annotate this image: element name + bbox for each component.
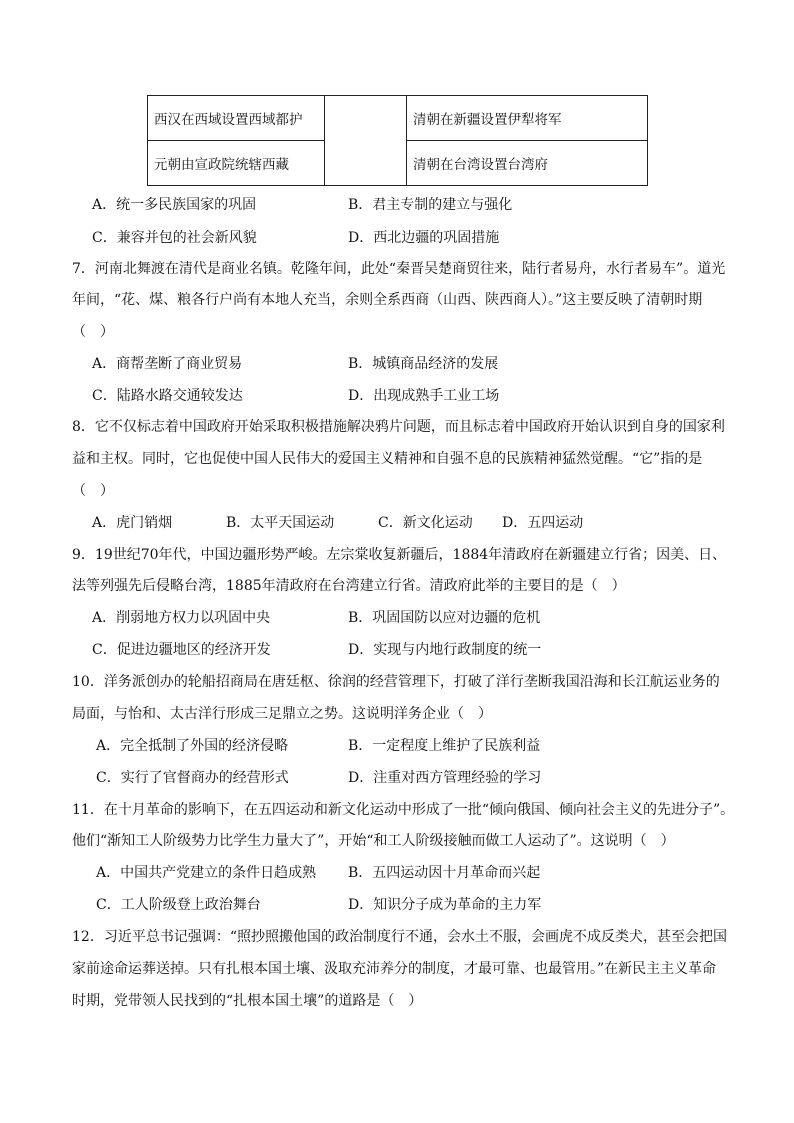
q9-option-d: D．实现与内地行政制度的统一 <box>348 642 542 658</box>
q12-stem-line: 家前途命运葬送掉。只有扎根本国土壤、汲取充沛养分的制度，才最可靠、也最管用。”在新民主主义革命 <box>72 961 717 977</box>
q8-option-c: C．新文化运动 <box>378 515 473 531</box>
q7-option-d: D．出现成熟手工业工场 <box>348 388 500 404</box>
q7-stem-line: 年间，“花、煤、粮各行户尚有本地人充当，余则全系西商（山西、陕西商人）。”这主要反映了清朝时期 <box>72 292 703 308</box>
table-cell: 元朝由宣政院统辖西藏 <box>148 141 325 186</box>
q6-option-a: A．统一多民族国家的巩固 <box>92 197 257 213</box>
q7-option-a: A．商帮垄断了商业贸易 <box>92 356 243 372</box>
q6-option-c: C．兼容并包的社会新风貌 <box>92 230 257 246</box>
q11-stem-line: 11．在十月革命的影响下，在五四运动和新文化运动中形成了一批“倾向俄国、倾向社会主义的先进分子”。 <box>72 802 735 818</box>
q10-option-c: C．实行了官督商办的经营形式 <box>96 770 289 786</box>
q12-stem-line: 12．习近平总书记强调：“照抄照搬他国的政治制度行不通，会水土不服，会画虎不成反类犬，甚至会把国 <box>72 929 727 945</box>
q8-option-b: B．太平天国运动 <box>226 515 335 531</box>
table-cell-empty <box>325 96 407 186</box>
q10-stem-line: 局面，与怡和、太古洋行形成三足鼎立之势。这说明洋务企业（ ） <box>72 706 492 722</box>
q10-stem-line: 10．洋务派创办的轮船招商局在唐廷枢、徐润的经营管理下，打破了洋行垄断我国沿海和长江航运业务的 <box>72 674 720 690</box>
q9-stem-line: 法等列强先后侵略台湾，1885年清政府在台湾建立行省。清政府此举的主要目的是（ ） <box>72 578 626 594</box>
q8-stem-line: 益和主权。同时，它也促使中国人民伟大的爱国主义精神和自强不息的民族精神猛然觉醒。“它”指的是 <box>72 451 703 467</box>
table-cell: 清朝在台湾设置台湾府 <box>407 141 648 186</box>
table-cell: 西汉在西域设置西域都护 <box>148 96 325 141</box>
q7-stem-line: 7．河南北舞渡在清代是商业名镇。乾隆年间，此处“秦晋吴楚商贸往来，陆行者易舟，水行者易车”。道光 <box>72 261 726 277</box>
q11-option-b: B．五四运动因十月革命而兴起 <box>348 865 541 881</box>
q11-stem-line: 他们“渐知工人阶级势力比学生力量大了”，开始“和工人阶级接触而做工人运动了”。这说明（ ） <box>72 833 675 849</box>
q10-option-b: B．一定程度上维护了民族利益 <box>348 738 541 754</box>
q12-stem-line: 时期，党带领人民找到的“扎根本国土壤”的道路是（ ） <box>72 993 423 1009</box>
q8-answer-blank: （ ） <box>72 483 114 499</box>
q10-option-d: D．注重对西方管理经验的学习 <box>348 770 542 786</box>
q7-option-b: B．城镇商品经济的发展 <box>348 356 499 372</box>
table-row <box>148 96 648 141</box>
q8-option-d: D．五四运动 <box>502 515 584 531</box>
q11-option-a: A．中国共产党建立的条件日趋成熟 <box>96 865 317 881</box>
q9-stem-line: 9．19世纪70年代，中国边疆形势严峻。左宗棠收复新疆后，1884年清政府在新疆建立行省；因美、日、 <box>72 547 727 563</box>
q8-stem-line: 8．它不仅标志着中国政府开始采取积极措施解决鸦片问题，而且标志着中国政府开始认识到自身的国家利 <box>72 419 725 435</box>
q9-option-a: A．削弱地方权力以巩固中央 <box>92 610 271 626</box>
q9-option-b: B．巩固国防以应对边疆的危机 <box>348 610 541 626</box>
q6-option-d: D．西北边疆的巩固措施 <box>348 230 500 246</box>
history-events-table <box>147 95 648 186</box>
q7-option-c: C．陆路水路交通较发达 <box>92 388 243 404</box>
q6-option-b: B．君主专制的建立与强化 <box>348 197 513 213</box>
q9-option-c: C．促进边疆地区的经济开发 <box>92 642 271 658</box>
q8-option-a: A．虎门销烟 <box>92 515 173 531</box>
q11-option-d: D．知识分子成为革命的主力军 <box>348 897 542 913</box>
table-cell: 清朝在新疆设置伊犁将军 <box>407 96 648 141</box>
q10-option-a: A．完全抵制了外国的经济侵略 <box>96 738 289 754</box>
q7-answer-blank: （ ） <box>72 324 114 340</box>
q11-option-c: C．工人阶级登上政治舞台 <box>96 897 261 913</box>
